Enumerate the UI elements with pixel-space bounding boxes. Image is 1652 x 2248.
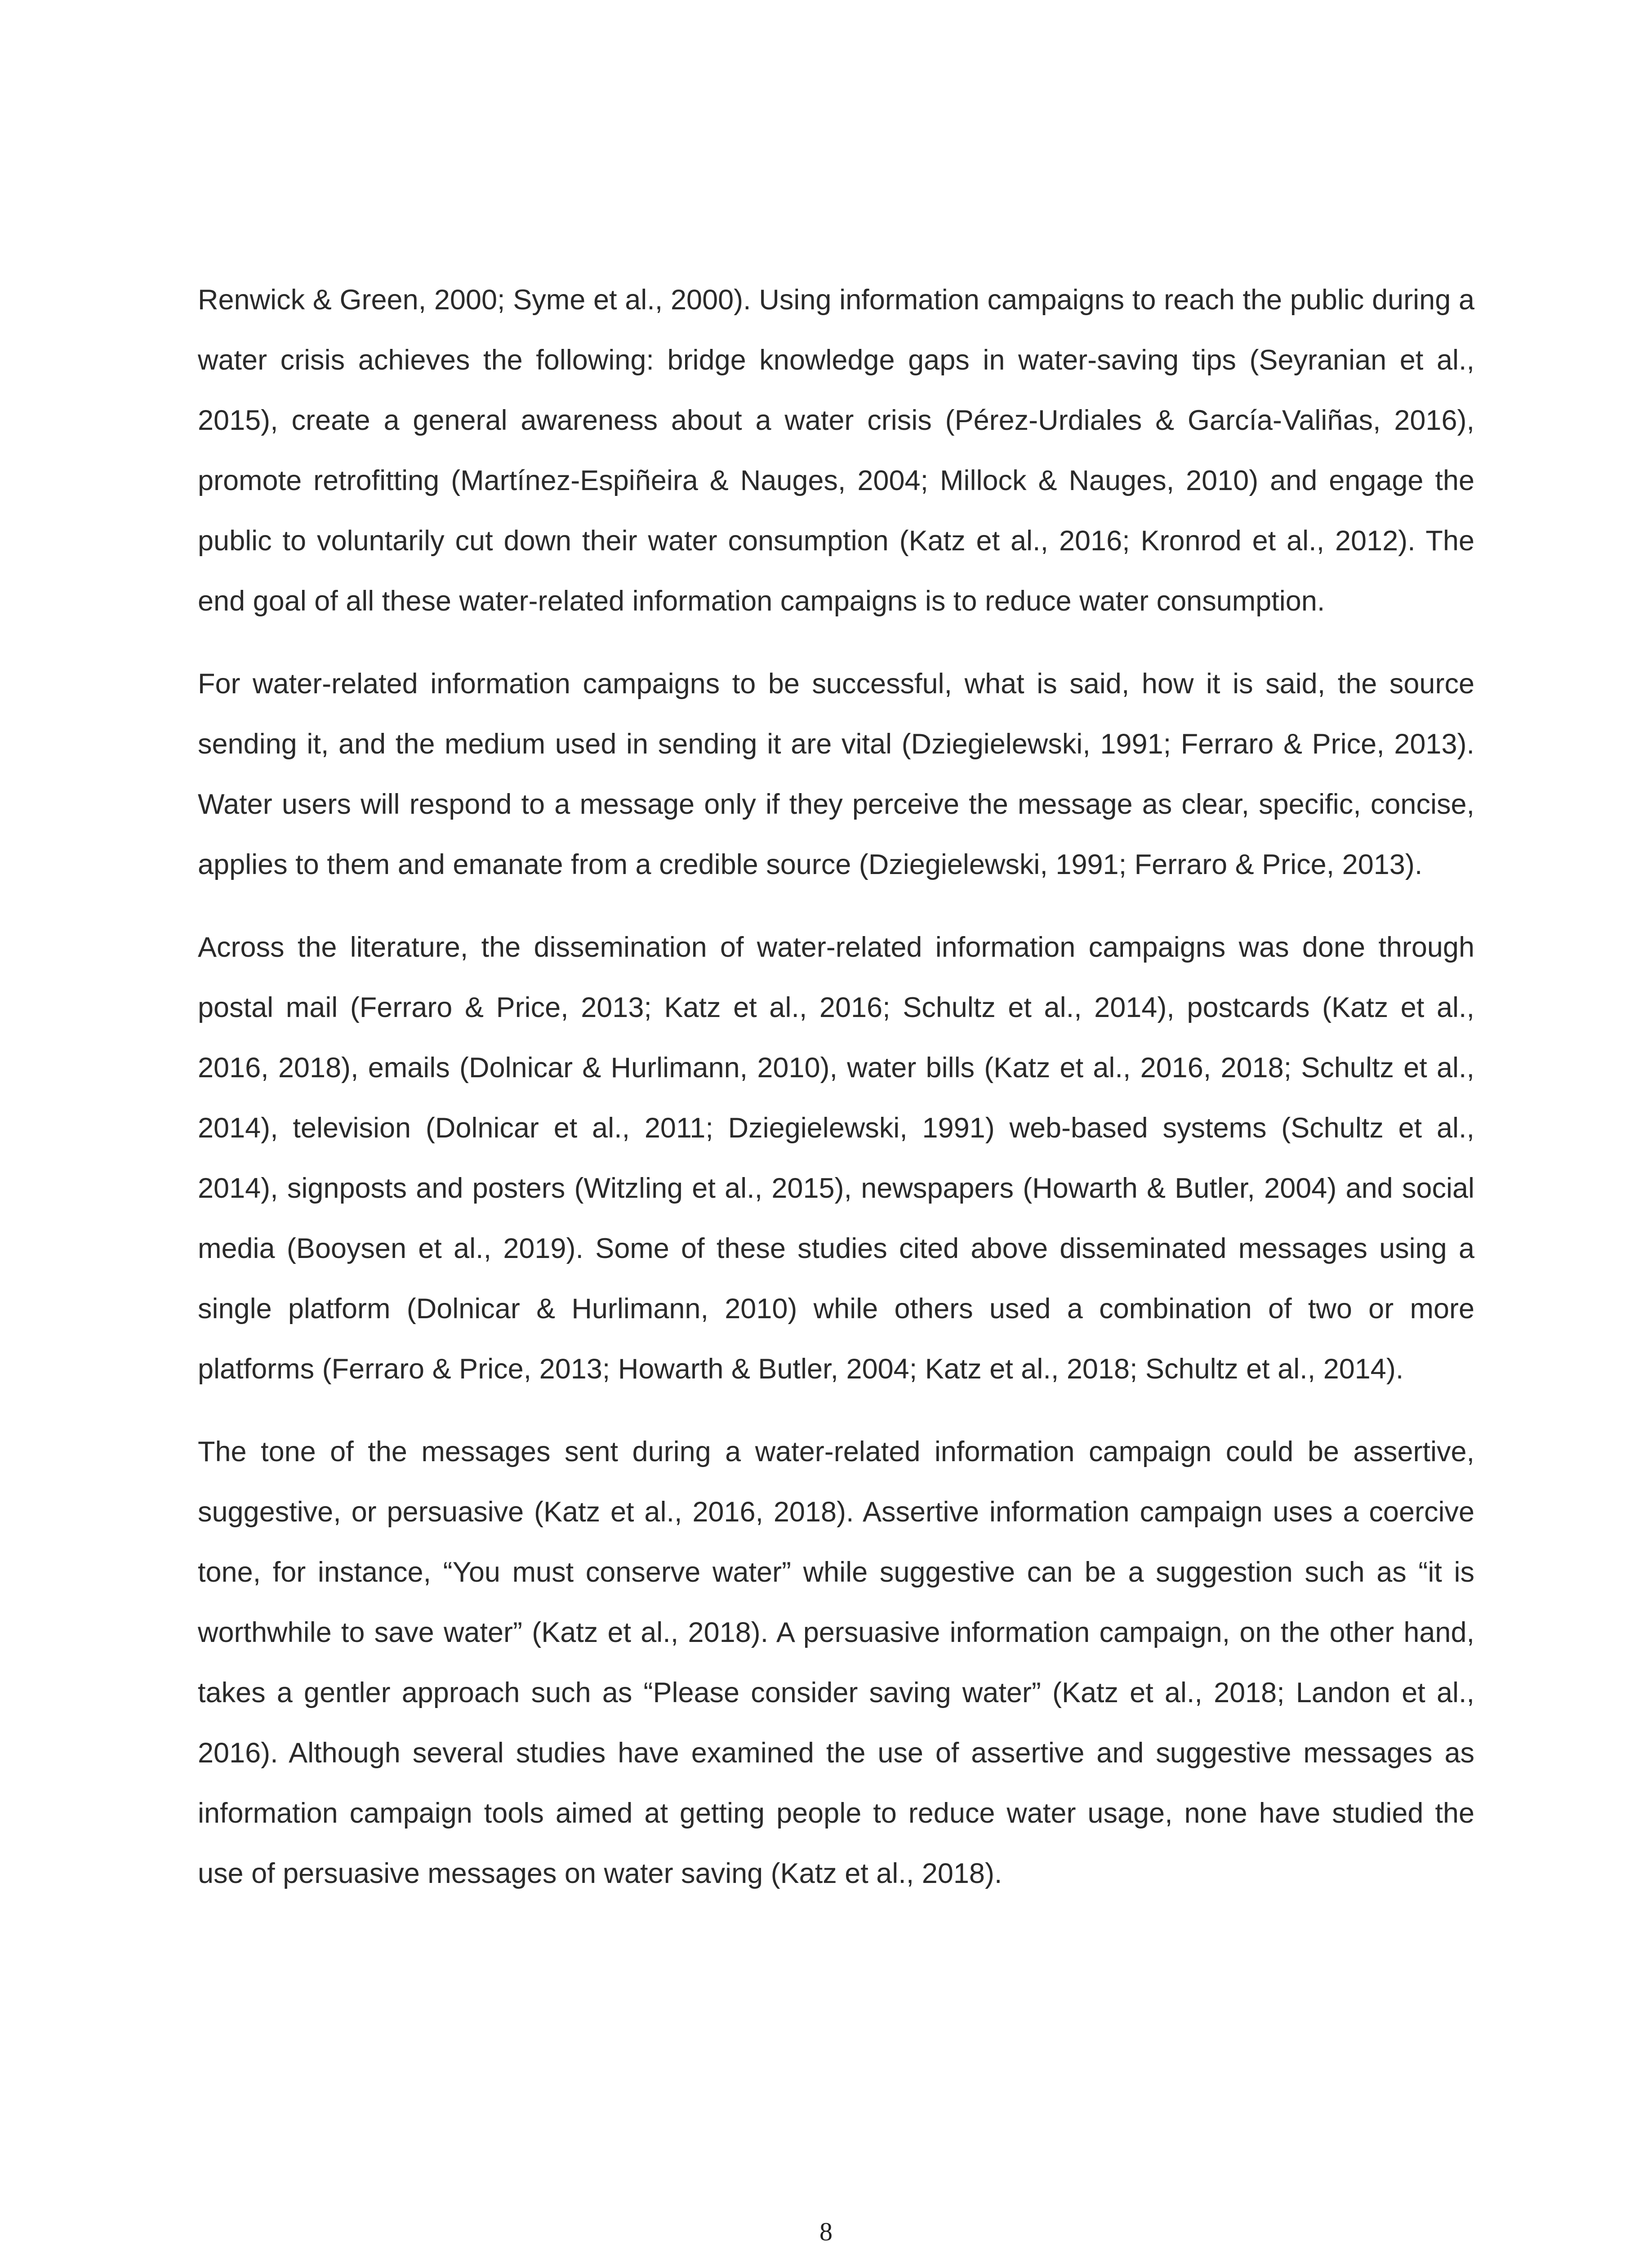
paragraph-info-campaign-goals: Renwick & Green, 2000; Syme et al., 2000). Using information campaigns to reach the public during a water crisis achieves the following: bridge knowledge gaps in water-saving tips (Seyranian et al., 2015), create a general awareness about a water crisis (Pérez-Urdiales & García-Valiñas, 2016), promote retrofitting (Martínez-Espiñeira & Nauges, 2004; Millock & Nauges, 2010) and engage the public to voluntarily cut down their water consumption (Katz et al., 2016; Kronrod et al., 2012). The end goal of all these water-related information campaigns is to reduce water consumption.: [198, 284, 1474, 617]
page-number: 8: [819, 2217, 833, 2246]
paragraph-message-tone: The tone of the messages sent during a water-related information campaign could be assertive, suggestive, or persuasive (Katz et al., 2016, 2018). Assertive information campaign uses a coercive tone, for instance, “You must conserve water” while suggestive can be a suggestion such as “it is worthwhile to save water” (Katz et al., 2018). A persuasive information campaign, on the other hand, takes a gentler approach such as “Please consider saving water” (Katz et al., 2018; Landon et al., 2016). Although several studies have examined the use of assertive and suggestive messages as information campaign tools aimed at getting people to reduce water usage, none have studied the use of persuasive messages on water saving (Katz et al., 2018).: [198, 1436, 1474, 1889]
paragraph-dissemination-channels: Across the literature, the dissemination of water-related information campaigns was done through postal mail (Ferraro & Price, 2013; Katz et al., 2016; Schultz et al., 2014), postcards (Katz et al., 2016, 2018), emails (Dolnicar & Hurlimann, 2010), water bills (Katz et al., 2016, 2018; Schultz et al., 2014), television (Dolnicar et al., 2011; Dziegielewski, 1991) web-based systems (Schultz et al., 2014), signposts and posters (Witzling et al., 2015), newspapers (Howarth & Butler, 2004) and social media (Booysen et al., 2019). Some of these studies cited above disseminated messages using a single platform (Dolnicar & Hurlimann, 2010) while others used a combination of two or more platforms (Ferraro & Price, 2013; Howarth & Butler, 2004; Katz et al., 2018; Schultz et al., 2014).: [198, 932, 1474, 1385]
paragraph-campaign-success-factors: For water-related information campaigns to be successful, what is said, how it is said, the source sending it, and the medium used in sending it are vital (Dziegielewski, 1991; Ferraro & Price, 2013). Water users will respond to a message only if they perceive the message as clear, specific, concise, applies to them and emanate from a credible source (Dziegielewski, 1991; Ferraro & Price, 2013).: [198, 668, 1474, 880]
body-text: [198, 270, 1474, 1926]
